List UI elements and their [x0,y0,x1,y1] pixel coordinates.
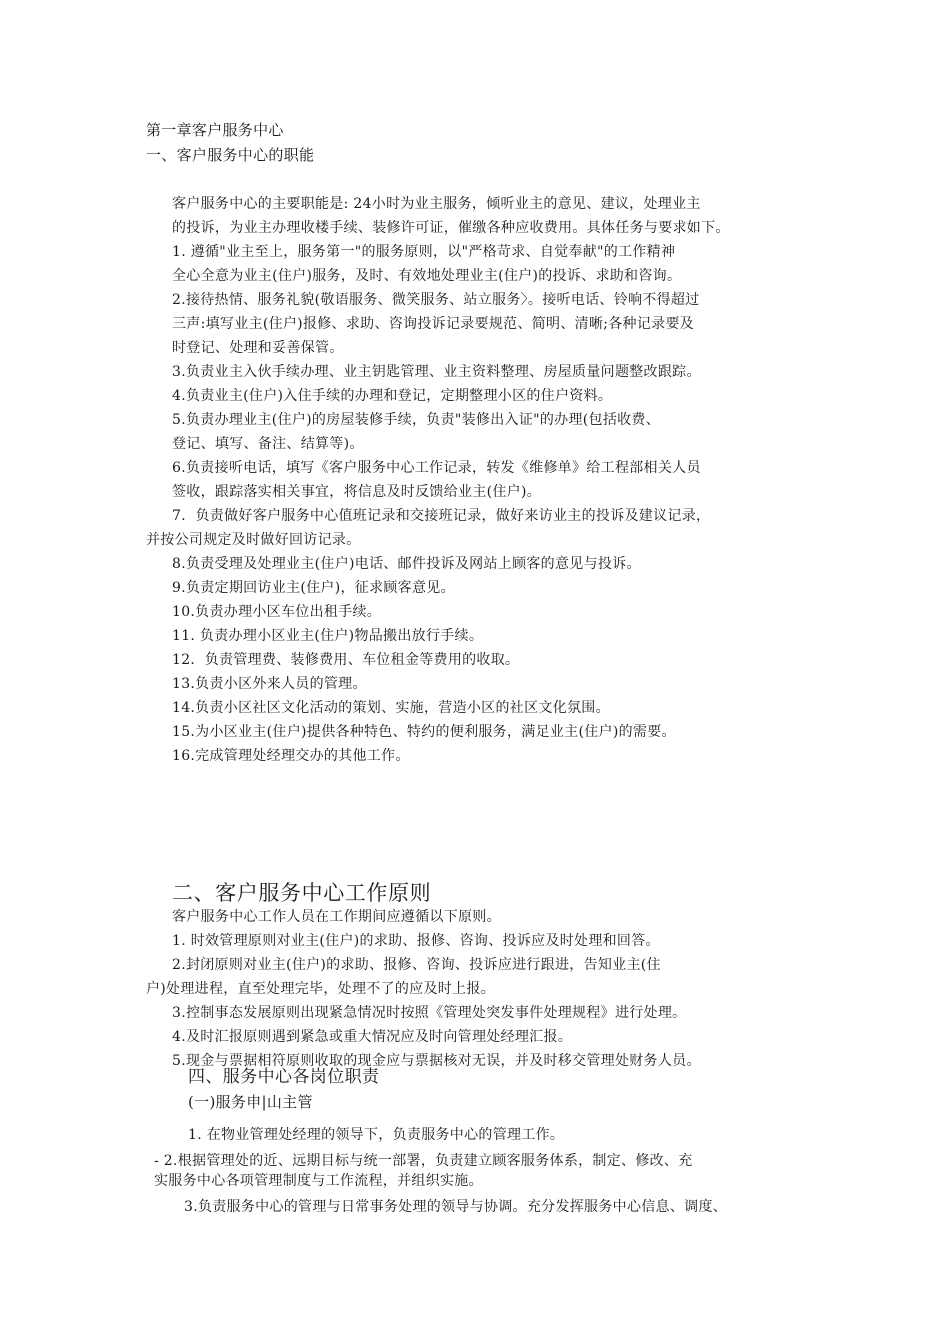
paragraph-line: 5.负责办理业主(住户)的房屋装修手续，负责"装修出入证"的办理(包括收费、 [172,412,661,428]
paragraph-line: 8.负责受理及处理业主(住户)电话、邮件投诉及网站上顾客的意见与投诉。 [172,556,641,572]
paragraph-line: 11. 负责办理小区业主(住户)物品搬出放行手续。 [172,628,484,644]
section4-subtitle: (一)服务申|山主管 [188,1093,313,1111]
paragraph-line: 9.负责定期回访业主(住户)，征求顾客意见。 [172,580,455,596]
paragraph-line: 的投诉，为业主办理收楼手续、装修许可证，催缴各种应收费用。具体任务与要求如下。 [172,220,730,236]
section2-title: 二、客户服务中心工作原则 [172,881,432,905]
paragraph-line: 13.负责小区外来人员的管理。 [172,676,367,692]
paragraph-line: 户)处理进程，直至处理完毕，处理不了的应及时上报。 [146,981,495,997]
paragraph-line: 3.控制事态发展原则出现紧急情况时按照《管理处突发事件处理规程》进行处理。 [172,1005,687,1021]
paragraph-line: 4.及时汇报原则遇到紧急或重大情况应及时向管理处经理汇报。 [172,1029,573,1045]
paragraph-line: 时登记、处理和妥善保管。 [172,340,344,356]
paragraph-line: 全心全意为业主(住户)服务，及时、有效地处理业主(住户)的投诉、求助和咨询。 [172,268,682,284]
paragraph-line: 12．负责管理费、装修费用、车位租金等费用的收取。 [172,652,520,668]
paragraph-line: 4.负责业主(住户)入住手续的办理和登记，定期整理小区的住户资料。 [172,388,613,404]
paragraph-line: 1. 在物业管理处经理的领导下，负责服务中心的管理工作。 [188,1127,565,1143]
paragraph-line: 3.负责业主入伙手续办理、业主钥匙管理、业主资料整理、房屋质量问题整改跟踪。 [172,364,701,380]
paragraph-line: 3.负责服务中心的管理与日常事务处理的领导与协调。充分发挥服务中心信息、调度、 [184,1199,728,1215]
paragraph-line: 三声:填写业主(住户)报修、求助、咨询投诉记录要规范、简明、清晰;各种记录要及 [172,316,695,332]
paragraph-line: 客户服务中心的主要职能是: 24小时为业主服务，倾听业主的意见、建议，处理业主 [172,196,701,212]
paragraph-line: 客户服务中心工作人员在工作期间应遵循以下原则。 [172,909,501,925]
paragraph-line: 10.负责办理小区车位出租手续。 [172,604,382,620]
chapter-title: 第一章客户服务中心 [146,121,284,139]
paragraph-line: 1. 时效管理原则对业主(住户)的求助、报修、咨询、投诉应及时处理和回答。 [172,933,660,949]
section1-title: 一、客户服务中心的职能 [146,146,315,164]
paragraph-line: 实服务中心各项管理制度与工作流程，并组织实施。 [154,1173,483,1189]
paragraph-line: 6.负责接听电话，填写《客户服务中心工作记录，转发《维修单》给工程部相关人员 [172,460,701,476]
paragraph-line: 登记、填写、备注、结算等)。 [172,436,364,452]
section4-title: 四、服务中心各岗位职责 [188,1067,380,1087]
paragraph-line: 5.现金与票据相符原则收取的现金应与票据核对无误，并及时移交管理处财务人员。 [172,1053,701,1069]
paragraph-line: 并按公司规定及时做好回访记录。 [146,532,361,548]
paragraph-line: 15.为小区业主(住户)提供各种特色、特约的便利服务，满足业主(住户)的需要。 [172,724,676,740]
paragraph-line: 16.完成管理处经理交办的其他工作。 [172,748,410,764]
paragraph-line: 1. 遵循"业主至上，服务第一"的服务原则，以"严格苛求、自觉奉献"的工作精神 [172,244,676,260]
paragraph-line: 2.接待热情、服务礼貌(敬语服务、微笑服务、站立服务〉。接听电话、铃响不得超过 [172,292,700,308]
paragraph-line: 签收，跟踪落实相关事宜，将信息及时反馈给业主(住户)。 [172,484,542,500]
paragraph-line: 2.封闭原则对业主(住户)的求助、报修、咨询、投诉应进行跟进，告知业主(住 [172,957,661,973]
paragraph-line: 7．负责做好客户服务中心值班记录和交接班记录，做好来访业主的投诉及建议记录， [172,508,711,524]
paragraph-line: 14.负责小区社区文化活动的策划、实施，营造小区的社区文化氛围。 [172,700,610,716]
paragraph-line: - 2.根据管理处的近、远期目标与统一部署，负责建立顾客服务体系，制定、修改、充 [154,1153,693,1169]
